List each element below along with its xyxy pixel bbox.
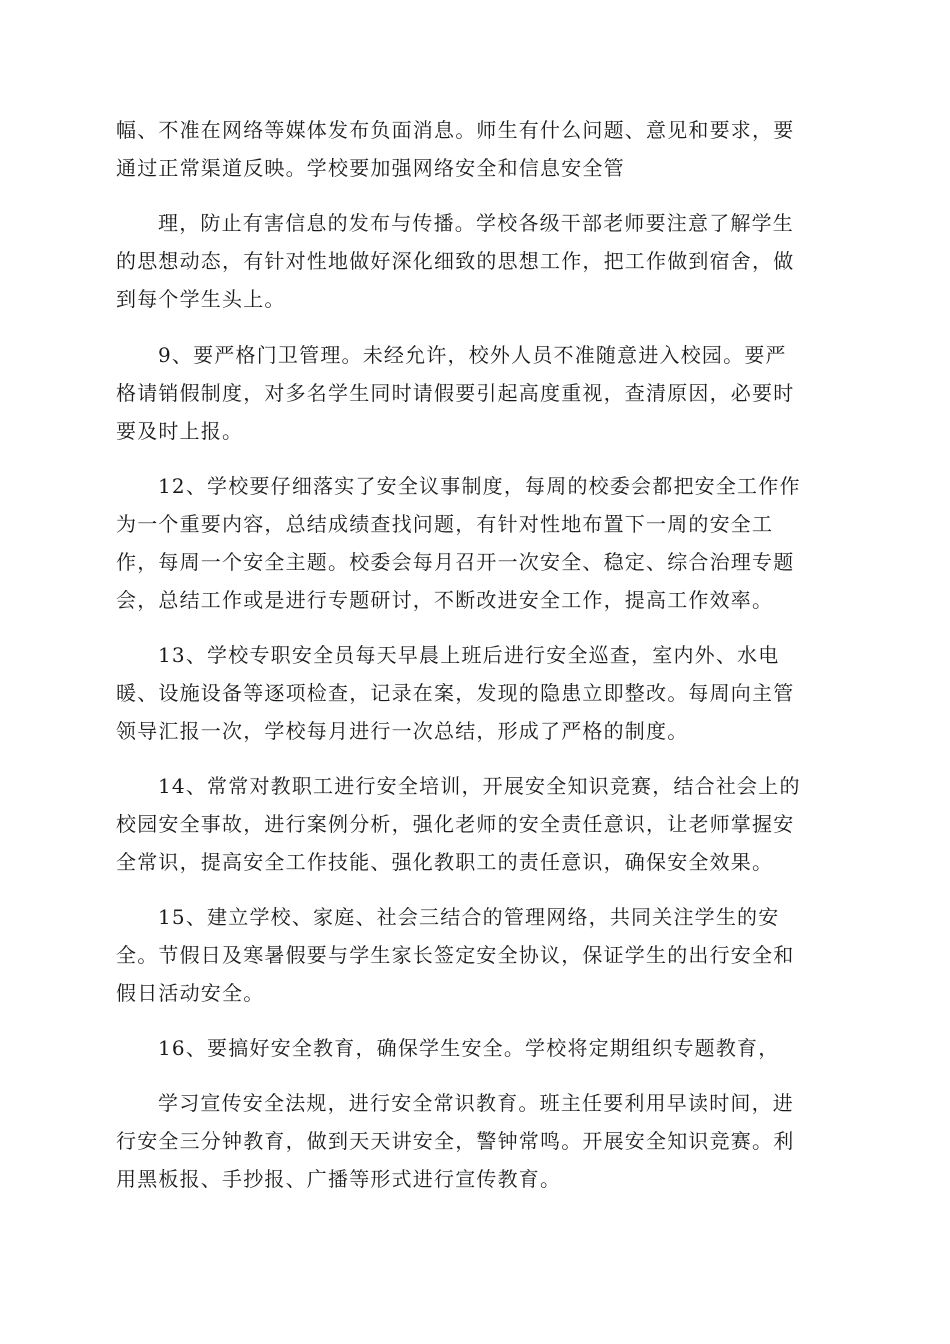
text-line: 全。节假日及寒暑假要与学生家长签定安全协议，保证学生的出行安全和 (116, 943, 795, 967)
text-line: 通过正常渠道反映。学校要加强网络安全和信息安全管 (116, 156, 625, 180)
text-line: 的思想动态，有针对性地做好深化细致的思想工作，把工作做到宿舍，做 (116, 249, 795, 273)
text-line: 行安全三分钟教育，做到天天讲安全，警钟常鸣。开展安全知识竞赛。利 (116, 1129, 795, 1153)
text-line: 全常识，提高安全工作技能、强化教职工的责任意识，确保安全效果。 (116, 850, 774, 874)
text-line: 15、建立学校、家庭、社会三结合的管理网络，共同关注学生的安 (158, 905, 780, 929)
text-line: 到每个学生头上。 (116, 287, 286, 311)
text-line: 格请销假制度，对多名学生同时请假要引起高度重视，查清原因，必要时 (116, 381, 795, 405)
text-line: 会，总结工作或是进行专题研讨，不断改进安全工作，提高工作效率。 (116, 588, 774, 612)
text-line: 16、要搞好安全教育，确保学生安全。学校将定期组织专题教育， (158, 1036, 780, 1060)
text-line: 学习宣传安全法规，进行安全常识教育。班主任要利用早读时间，进 (158, 1091, 794, 1115)
text-line: 为一个重要内容，总结成绩查找问题，有针对性地布置下一周的安全工 (116, 512, 774, 536)
text-line: 作，每周一个安全主题。校委会每月召开一次安全、稳定、综合治理专题 (116, 550, 795, 574)
text-line: 用黑板报、手抄报、广播等形式进行宣传教育。 (116, 1167, 562, 1191)
text-line: 13、学校专职安全员每天早晨上班后进行安全巡查，室内外、水电 (158, 643, 780, 667)
text-line: 要及时上报。 (116, 419, 244, 443)
text-line: 12、学校要仔细落实了安全议事制度，每周的校委会都把安全工作作 (158, 474, 801, 498)
text-line: 暖、设施设备等逐项检查，记录在案，发现的隐患立即整改。每周向主管 (116, 681, 795, 705)
text-line: 校园安全事故，进行案例分析，强化老师的安全责任意识，让老师掌握安 (116, 812, 795, 836)
text-line: 领导汇报一次，学校每月进行一次总结，形成了严格的制度。 (116, 719, 689, 743)
text-line: 假日活动安全。 (116, 981, 265, 1005)
text-line: 理，防止有害信息的发布与传播。学校各级干部老师要注意了解学生 (158, 211, 794, 235)
text-line: 幅、不准在网络等媒体发布负面消息。师生有什么问题、意见和要求，要 (116, 118, 795, 142)
text-line: 14、常常对教职工进行安全培训，开展安全知识竞赛，结合社会上的 (158, 774, 801, 798)
text-line: 9、要严格门卫管理。未经允许，校外人员不准随意进入校园。要严 (158, 343, 787, 367)
